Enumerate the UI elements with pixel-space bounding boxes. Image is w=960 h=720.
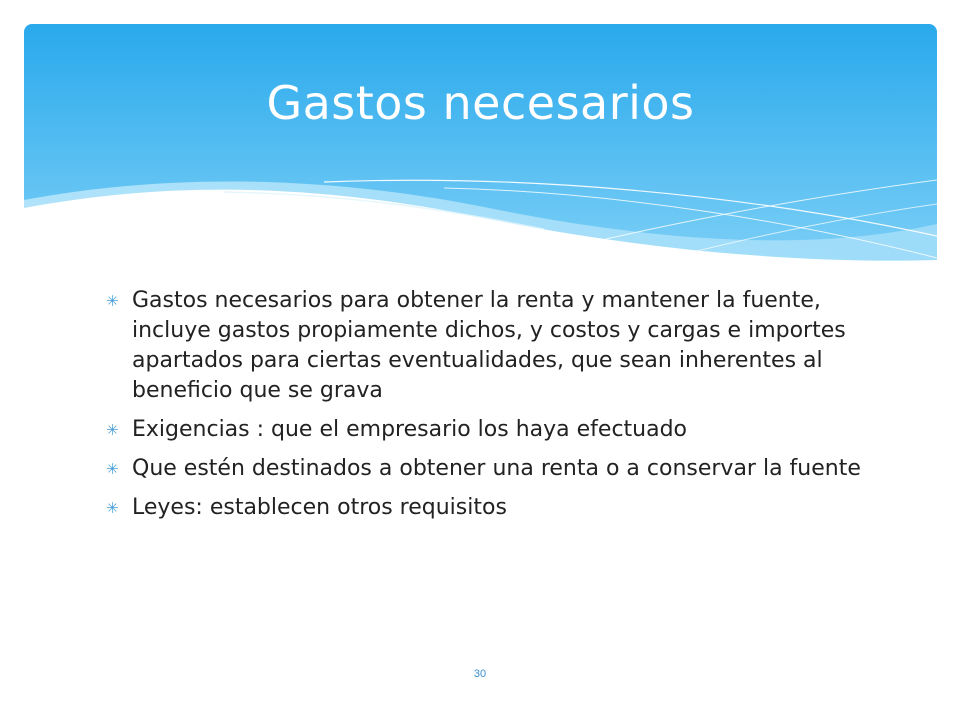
bullet-item bbox=[106, 493, 866, 523]
bullet-list bbox=[106, 286, 866, 532]
bullet-item bbox=[106, 286, 866, 406]
header-banner bbox=[24, 24, 937, 264]
bullet-text: Que estén destinados a obtener una renta o a conservar la fuente bbox=[132, 456, 861, 481]
asterisk-bullet-icon: ✳ bbox=[106, 292, 119, 310]
page-number: 30 bbox=[473, 668, 487, 680]
asterisk-bullet-icon: ✳ bbox=[106, 499, 119, 517]
bullet-text: Leyes: establecen otros requisitos bbox=[132, 495, 507, 520]
asterisk-bullet-icon: ✳ bbox=[106, 460, 119, 478]
bullet-text: Exigencias : que el empresario los haya efectuado bbox=[132, 417, 688, 442]
bullet-item bbox=[106, 415, 866, 445]
bullet-text: Gastos necesarios para obtener la renta y mantener la fuente, incluye gastos propiamente dichos, y costos y cargas e importes apartados para ciertas eventualidades, que sean inherentes al beneficio que se grava bbox=[132, 288, 846, 403]
header-wave-graphic bbox=[24, 24, 937, 264]
asterisk-bullet-icon: ✳ bbox=[106, 421, 119, 439]
bullet-item bbox=[106, 454, 866, 484]
slide-title: Gastos necesarios bbox=[266, 76, 695, 130]
